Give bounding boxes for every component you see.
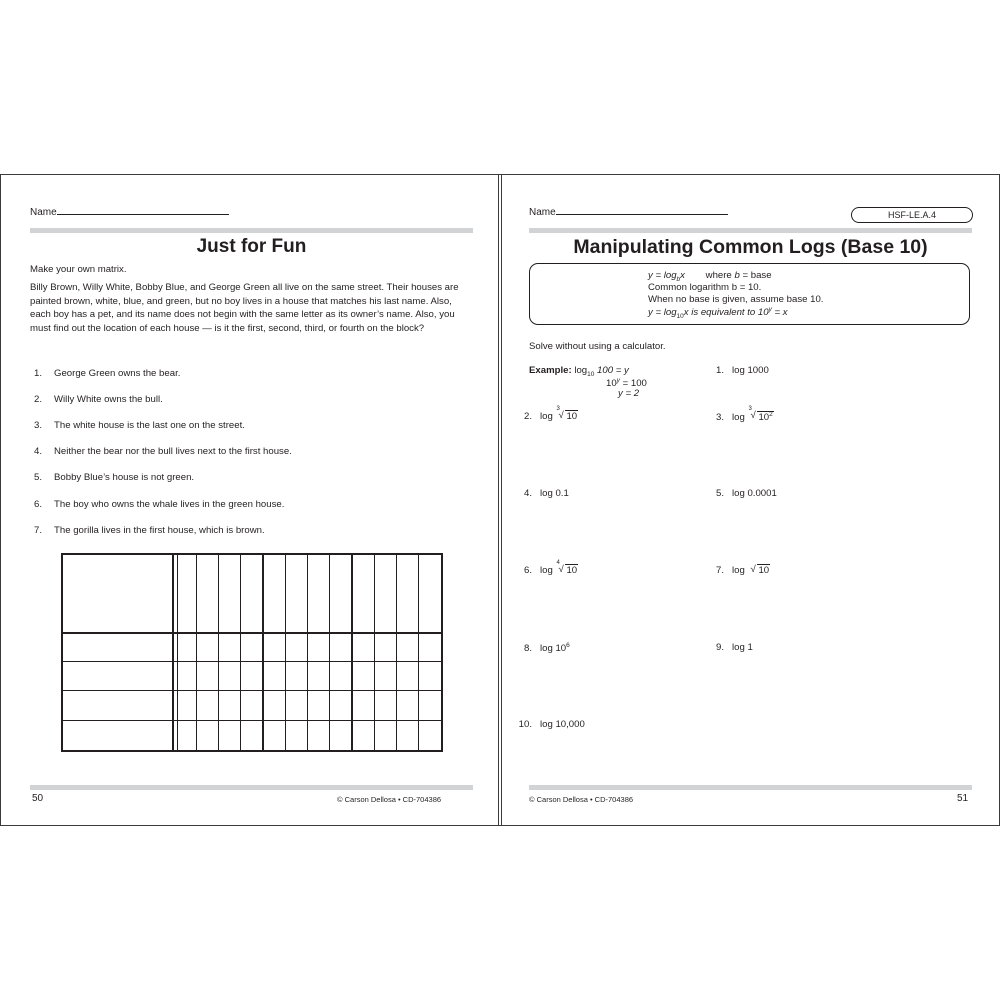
name-line [57, 205, 229, 215]
copyright: © Carson Dellosa • CD-704386 [529, 795, 634, 804]
page-title: Manipulating Common Logs (Base 10) [573, 236, 928, 258]
grid-line [63, 632, 441, 634]
gutter-line [498, 175, 499, 825]
clue-item: 1. George Green owns the bear. [34, 368, 181, 379]
problem-item: 2. log 3 √ 10 [523, 406, 578, 422]
example-step: $10^y = 100$ [606, 377, 647, 390]
clue-item: 6. The boy who owns the whale lives in the green house. [34, 499, 285, 510]
radical: 3 √ 10 [556, 406, 578, 422]
book-spread [0, 174, 1000, 826]
clue-item: 5. Bobby Blue’s house is not green. [34, 472, 195, 483]
clue-item: 2. Willy White owns the bull. [34, 394, 163, 405]
name-field [30, 205, 229, 218]
definition-line: $y = \log_{10}x$ is equivalent to $10^y = x$ [648, 306, 788, 321]
footer-rule [30, 785, 473, 790]
left-page [1, 175, 498, 825]
grid-line [63, 720, 441, 721]
standard-badge: HSF-LE.A.4 [851, 207, 973, 223]
problem-item: 6. log 4 √ 10 [523, 560, 578, 576]
problem-item: 8. $\log 10^6$ [523, 642, 570, 655]
definition-line: $y = \log_bx$ where b = base [648, 270, 772, 283]
problem-item: 1. log 1000 [715, 365, 769, 376]
radical: 3 √ $10^2$ [748, 406, 773, 424]
clue-item: 4. Neither the bear nor the bull lives next to the first house. [34, 446, 292, 457]
footer-rule [529, 785, 972, 790]
problem-item: 10. log 10,000 [518, 719, 585, 730]
page-number: 50 [32, 793, 44, 804]
name-label: Name [529, 207, 556, 218]
grid-line [63, 661, 441, 662]
example-block: Example: $\log_{10} 100 = y$ [529, 365, 629, 378]
puzzle-paragraph: Billy Brown, Willy White, Bobby Blue, and George Green all live on the same street. Their houses are painted brown, white, blue, and green, but no boy lives in a house that matches his last name. Also, each boy has a pet, and its name does not begin with the same letter as its owner’s name. Also, you must find out the location of each house — is it the first, second, third, or fourth on the block? [30, 282, 459, 334]
clue-item: 3. The white house is the last one on the street. [34, 420, 245, 431]
name-line [556, 205, 728, 215]
clue-item: 7. The gorilla lives in the first house, which is brown. [34, 525, 265, 536]
header-rule [30, 228, 473, 233]
intro-text: Make your own matrix. [30, 264, 127, 275]
name-label: Name [30, 207, 57, 218]
problem-item: 4. log 0.1 [523, 488, 569, 499]
definition-line: Common logarithm b = 10. [648, 282, 762, 293]
page-number: 51 [957, 793, 969, 804]
radical: √ 10 [750, 564, 770, 576]
copyright: © Carson Dellosa • CD-704386 [337, 795, 442, 804]
problem-item: 5. log 0.0001 [715, 488, 777, 499]
definition-box [529, 263, 970, 325]
problem-item: 9. log 1 [715, 642, 753, 653]
page-title: Just for Fun [196, 236, 307, 257]
example-step: y = 2 [618, 388, 640, 399]
problem-item: 7. log √ 10 [715, 564, 770, 576]
right-page [502, 175, 999, 825]
logic-matrix-grid [61, 553, 443, 752]
header-rule [529, 228, 972, 233]
problem-item: 3. log 3 √ $10^2$ [715, 406, 773, 424]
name-field [529, 205, 728, 218]
definition-line: When no base is given, assume base 10. [648, 294, 824, 305]
radical: 4 √ 10 [556, 560, 578, 576]
grid-line [63, 690, 441, 691]
instruction-text: Solve without using a calculator. [529, 341, 666, 352]
